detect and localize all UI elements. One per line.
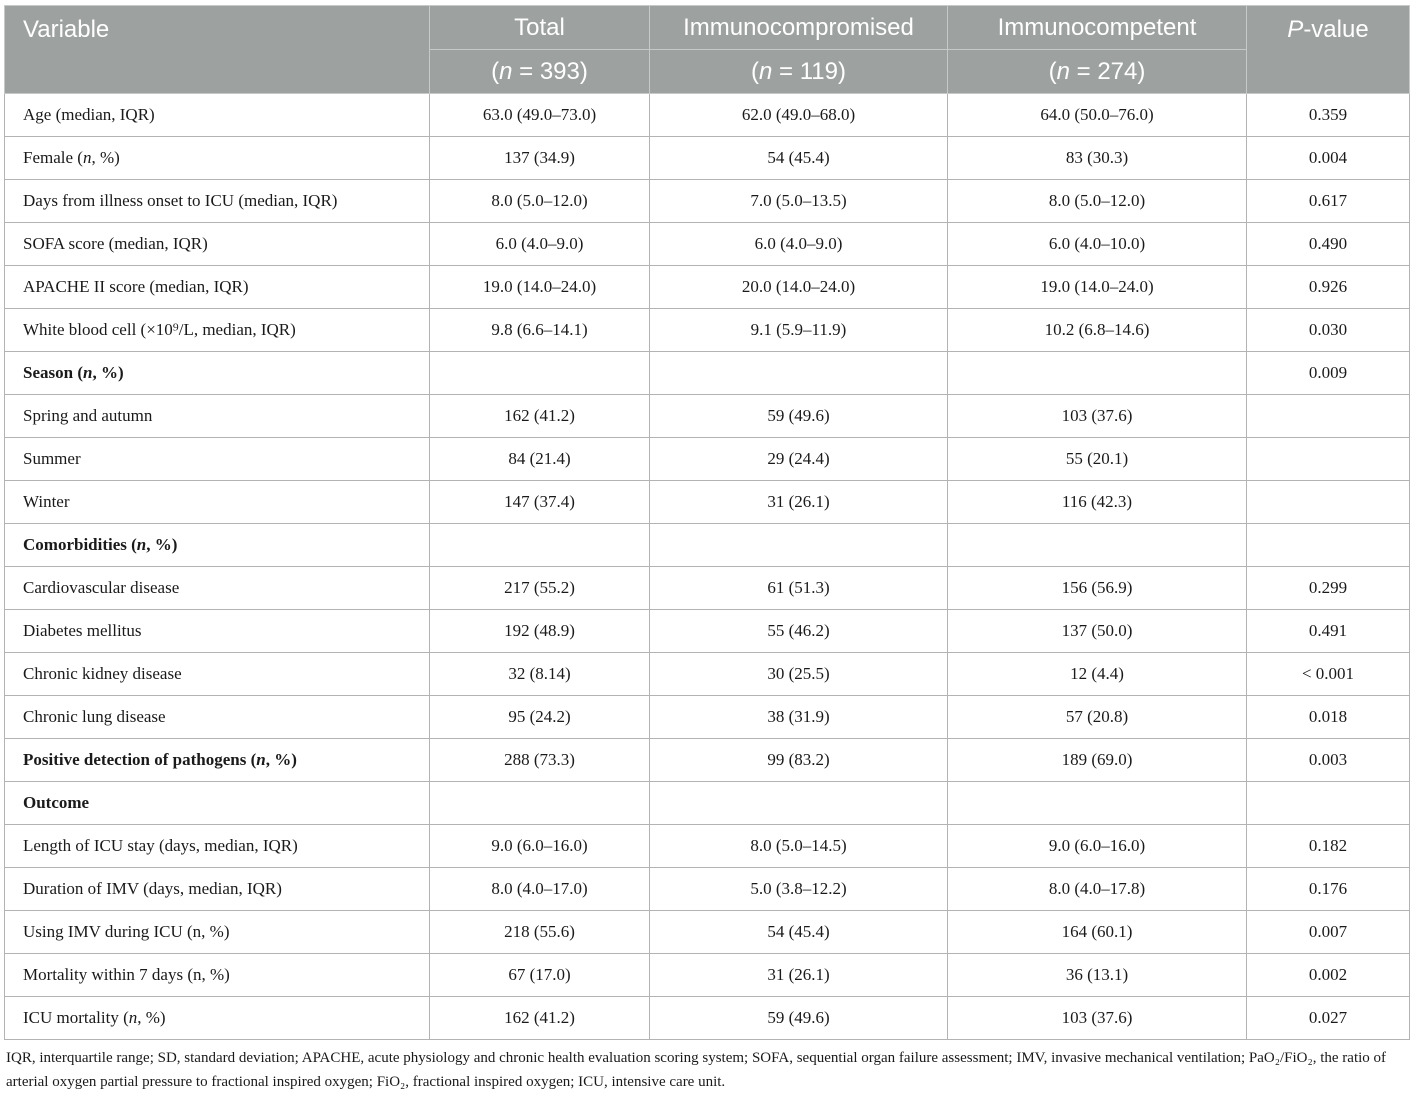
cell-p-value (1247, 438, 1410, 481)
cell-immunocompromised: 61 (51.3) (650, 567, 948, 610)
cell-p-value: 0.030 (1247, 309, 1410, 352)
table-row (5, 137, 1410, 180)
cell-p-value: 0.182 (1247, 825, 1410, 868)
cell-immunocompromised: 30 (25.5) (650, 653, 948, 696)
cell-p-value: 0.299 (1247, 567, 1410, 610)
cell-immunocompromised: 20.0 (14.0–24.0) (650, 266, 948, 309)
cell-immunocompromised: 9.1 (5.9–11.9) (650, 309, 948, 352)
cell-p-value (1247, 524, 1410, 567)
table-row (5, 696, 1410, 739)
cell-p-value: 0.002 (1247, 954, 1410, 997)
table-container (4, 5, 1409, 1040)
row-label: Age (median, IQR) (5, 94, 430, 137)
cell-total: 19.0 (14.0–24.0) (430, 266, 650, 309)
row-label: Diabetes mellitus (5, 610, 430, 653)
cell-total (430, 352, 650, 395)
cell-immunocompromised: 6.0 (4.0–9.0) (650, 223, 948, 266)
cell-immunocompetent: 164 (60.1) (948, 911, 1247, 954)
cell-p-value (1247, 782, 1410, 825)
cell-immunocompetent: 189 (69.0) (948, 739, 1247, 782)
cell-p-value: 0.490 (1247, 223, 1410, 266)
row-label: Chronic lung disease (5, 696, 430, 739)
cell-immunocompromised: 99 (83.2) (650, 739, 948, 782)
table-row (5, 739, 1410, 782)
cell-total: 8.0 (4.0–17.0) (430, 868, 650, 911)
cell-p-value: 0.491 (1247, 610, 1410, 653)
cell-p-value: 0.617 (1247, 180, 1410, 223)
table-row (5, 524, 1410, 567)
cell-immunocompetent: 137 (50.0) (948, 610, 1247, 653)
cell-p-value: 0.009 (1247, 352, 1410, 395)
cell-immunocompetent: 10.2 (6.8–14.6) (948, 309, 1247, 352)
table-row (5, 309, 1410, 352)
table-row (5, 266, 1410, 309)
table-row (5, 481, 1410, 524)
header-total-n: (n = 393) (430, 50, 650, 94)
cell-immunocompromised: 55 (46.2) (650, 610, 948, 653)
cell-immunocompetent: 19.0 (14.0–24.0) (948, 266, 1247, 309)
cell-immunocompromised: 59 (49.6) (650, 395, 948, 438)
row-label: Winter (5, 481, 430, 524)
header-immunocompetent: Immunocompetent (948, 6, 1247, 50)
header-p-suffix: -value (1303, 16, 1369, 43)
cell-immunocompetent: 9.0 (6.0–16.0) (948, 825, 1247, 868)
cell-total (430, 782, 650, 825)
cell-immunocompromised: 7.0 (5.0–13.5) (650, 180, 948, 223)
cell-immunocompetent: 156 (56.9) (948, 567, 1247, 610)
table-body (5, 94, 1410, 1040)
table-row (5, 610, 1410, 653)
cell-p-value: 0.007 (1247, 911, 1410, 954)
table-footnote: IQR, interquartile range; SD, standard deviation; APACHE, acute physiology and chronic health evaluation scoring system; SOFA, sequential organ failure assessment; IMV, invasive mechanical ventilation; PaO₂/FiO₂, the ratio of arterial oxygen partial pressure to fractional inspired oxygen; FiO₂, fractional inspired oxygen; ICU, intensive care unit. (6, 1050, 1387, 1090)
cell-p-value: 0.176 (1247, 868, 1410, 911)
row-label: APACHE II score (median, IQR) (5, 266, 430, 309)
row-label: Spring and autumn (5, 395, 430, 438)
cell-immunocompromised: 62.0 (49.0–68.0) (650, 94, 948, 137)
cell-immunocompetent: 57 (20.8) (948, 696, 1247, 739)
cell-p-value: 0.004 (1247, 137, 1410, 180)
cell-immunocompetent: 12 (4.4) (948, 653, 1247, 696)
row-label: Comorbidities (n, %) (5, 524, 430, 567)
cell-p-value: 0.018 (1247, 696, 1410, 739)
cell-total: 192 (48.9) (430, 610, 650, 653)
cell-total: 9.8 (6.6–14.1) (430, 309, 650, 352)
row-label: Duration of IMV (days, median, IQR) (5, 868, 430, 911)
table-row (5, 825, 1410, 868)
baseline-characteristics-table (4, 5, 1410, 1040)
cell-total: 63.0 (49.0–73.0) (430, 94, 650, 137)
cell-immunocompromised: 31 (26.1) (650, 954, 948, 997)
row-label: Days from illness onset to ICU (median, IQR) (5, 180, 430, 223)
table-row (5, 438, 1410, 481)
cell-immunocompromised (650, 352, 948, 395)
header-p-value (1247, 6, 1410, 94)
row-label: Positive detection of pathogens (n, %) (5, 739, 430, 782)
cell-immunocompetent: 116 (42.3) (948, 481, 1247, 524)
cell-immunocompetent: 8.0 (5.0–12.0) (948, 180, 1247, 223)
cell-total: 288 (73.3) (430, 739, 650, 782)
cell-p-value: 0.027 (1247, 997, 1410, 1040)
table-row (5, 868, 1410, 911)
cell-immunocompromised: 38 (31.9) (650, 696, 948, 739)
cell-total: 162 (41.2) (430, 395, 650, 438)
cell-immunocompromised: 29 (24.4) (650, 438, 948, 481)
row-label: Chronic kidney disease (5, 653, 430, 696)
cell-immunocompromised: 31 (26.1) (650, 481, 948, 524)
header-immunocompetent-n: (n = 274) (948, 50, 1247, 94)
cell-p-value (1247, 481, 1410, 524)
cell-total: 6.0 (4.0–9.0) (430, 223, 650, 266)
cell-p-value: < 0.001 (1247, 653, 1410, 696)
cell-immunocompetent: 83 (30.3) (948, 137, 1247, 180)
cell-immunocompetent: 6.0 (4.0–10.0) (948, 223, 1247, 266)
cell-immunocompromised: 59 (49.6) (650, 997, 948, 1040)
cell-immunocompetent: 64.0 (50.0–76.0) (948, 94, 1247, 137)
cell-immunocompromised (650, 782, 948, 825)
table-row (5, 395, 1410, 438)
cell-total: 137 (34.9) (430, 137, 650, 180)
table-row (5, 911, 1410, 954)
cell-p-value: 0.003 (1247, 739, 1410, 782)
row-label: White blood cell (×10⁹/L, median, IQR) (5, 309, 430, 352)
cell-total: 8.0 (5.0–12.0) (430, 180, 650, 223)
table-row (5, 954, 1410, 997)
cell-immunocompetent: 55 (20.1) (948, 438, 1247, 481)
table-row (5, 997, 1410, 1040)
cell-immunocompetent: 103 (37.6) (948, 997, 1247, 1040)
cell-immunocompromised (650, 524, 948, 567)
cell-p-value: 0.926 (1247, 266, 1410, 309)
table-header (5, 6, 1410, 94)
cell-total: 162 (41.2) (430, 997, 650, 1040)
header-p-italic: P (1287, 16, 1304, 43)
header-variable: Variable (5, 6, 430, 94)
header-immunocompromised: Immunocompromised (650, 6, 948, 50)
table-row (5, 180, 1410, 223)
cell-immunocompetent (948, 524, 1247, 567)
table-row (5, 653, 1410, 696)
row-label: Summer (5, 438, 430, 481)
cell-total: 84 (21.4) (430, 438, 650, 481)
row-label: Outcome (5, 782, 430, 825)
row-label: SOFA score (median, IQR) (5, 223, 430, 266)
row-label: ICU mortality (n, %) (5, 997, 430, 1040)
header-total: Total (430, 6, 650, 50)
cell-total (430, 524, 650, 567)
table-row (5, 223, 1410, 266)
cell-immunocompetent: 8.0 (4.0–17.8) (948, 868, 1247, 911)
row-label: Length of ICU stay (days, median, IQR) (5, 825, 430, 868)
cell-total: 67 (17.0) (430, 954, 650, 997)
cell-p-value: 0.359 (1247, 94, 1410, 137)
cell-immunocompromised: 54 (45.4) (650, 137, 948, 180)
cell-total: 217 (55.2) (430, 567, 650, 610)
cell-total: 9.0 (6.0–16.0) (430, 825, 650, 868)
table-row (5, 567, 1410, 610)
row-label: Mortality within 7 days (n, %) (5, 954, 430, 997)
cell-p-value (1247, 395, 1410, 438)
cell-immunocompetent: 103 (37.6) (948, 395, 1247, 438)
cell-total: 32 (8.14) (430, 653, 650, 696)
cell-immunocompetent: 36 (13.1) (948, 954, 1247, 997)
table-row (5, 352, 1410, 395)
row-label: Season (n, %) (5, 352, 430, 395)
cell-immunocompetent (948, 782, 1247, 825)
row-label: Cardiovascular disease (5, 567, 430, 610)
table-row (5, 94, 1410, 137)
cell-immunocompromised: 54 (45.4) (650, 911, 948, 954)
cell-immunocompromised: 8.0 (5.0–14.5) (650, 825, 948, 868)
cell-immunocompetent (948, 352, 1247, 395)
row-label: Using IMV during ICU (n, %) (5, 911, 430, 954)
cell-immunocompromised: 5.0 (3.8–12.2) (650, 868, 948, 911)
cell-total: 95 (24.2) (430, 696, 650, 739)
header-immunocompromised-n: (n = 119) (650, 50, 948, 94)
cell-total: 218 (55.6) (430, 911, 650, 954)
row-label: Female (n, %) (5, 137, 430, 180)
cell-total: 147 (37.4) (430, 481, 650, 524)
table-row (5, 782, 1410, 825)
